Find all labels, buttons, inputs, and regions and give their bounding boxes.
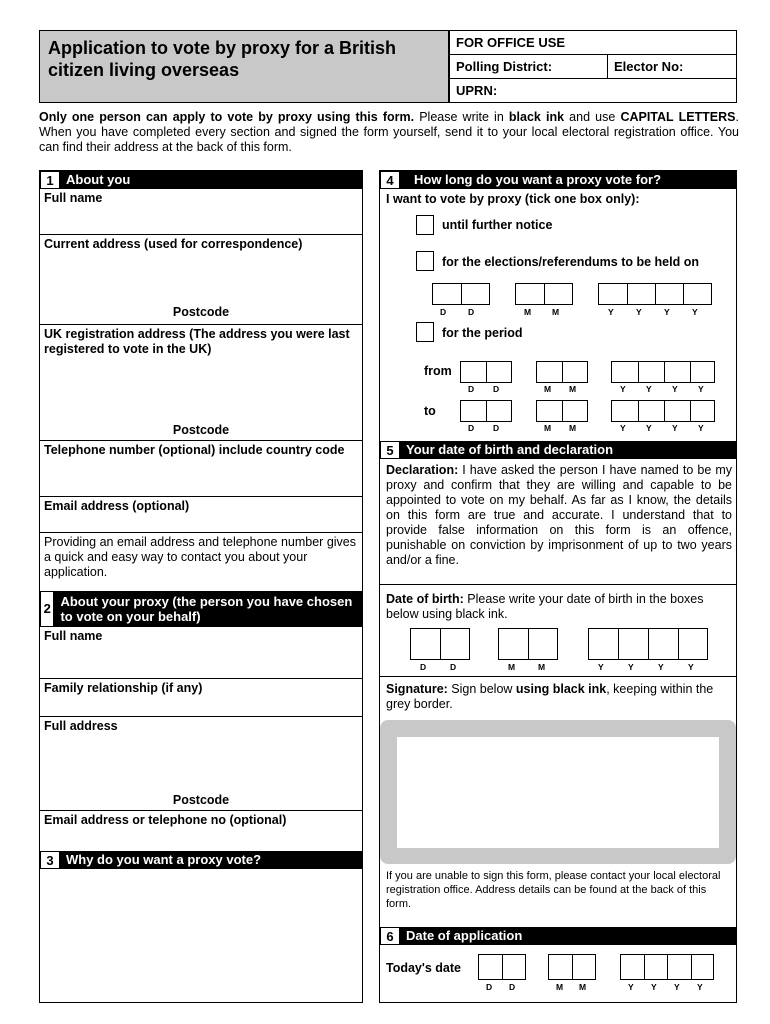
to-month-input[interactable] [536, 400, 588, 422]
date-label-m: M [579, 982, 587, 992]
date-label-y: Y [608, 307, 614, 317]
until-further-notice-label: until further notice [442, 218, 553, 232]
signature-border [380, 720, 736, 864]
signature-text-2: , keeping within the grey border. [386, 682, 714, 711]
date-label-d: D [486, 982, 493, 992]
office-use-row [450, 55, 736, 79]
email-label: Email address (optional) [44, 499, 190, 513]
signature-instructions [386, 682, 732, 712]
right-column [379, 170, 737, 1003]
date-label-y: Y [692, 307, 698, 317]
intro-bold-2: black ink [508, 110, 565, 124]
date-label-m: M [544, 423, 552, 433]
date-label-m: M [552, 307, 560, 317]
section-4-title: How long do you want a proxy vote for? [414, 172, 662, 187]
from-month-input[interactable] [536, 361, 588, 383]
uk-registration-address-field[interactable] [40, 325, 362, 441]
intro-text [39, 110, 739, 155]
relationship-label: Family relationship (if any) [44, 681, 203, 695]
date-label-y: Y [698, 384, 704, 394]
elections-day-input[interactable] [432, 283, 490, 305]
left-column [39, 170, 363, 1003]
divider [380, 584, 736, 585]
date-label-y: Y [651, 982, 657, 992]
section-6-number: 6 [380, 927, 400, 945]
specific-elections-checkbox[interactable] [416, 251, 434, 271]
date-label-d: D [450, 662, 457, 672]
intro-text-2: and use [564, 110, 621, 124]
section-4-header [380, 171, 736, 189]
uprn-label: UPRN: [456, 83, 498, 98]
declaration-label: Declaration: [386, 463, 459, 477]
to-label: to [424, 404, 436, 418]
telephone-label: Telephone number (optional) include country code [44, 443, 345, 457]
section-1-number: 1 [40, 171, 60, 189]
elector-no-label: Elector No: [607, 55, 683, 78]
section-3-number: 3 [40, 851, 60, 869]
to-day-input[interactable] [460, 400, 512, 422]
date-label-d: D [420, 662, 427, 672]
period-label: for the period [442, 326, 523, 340]
date-label-m: M [508, 662, 516, 672]
elections-year-input[interactable] [598, 283, 712, 305]
date-label-m: M [538, 662, 546, 672]
intro-bold-1: Only one person can apply to vote by proxy using this form. [39, 110, 415, 124]
section-3-header [40, 851, 362, 869]
date-label-y: Y [697, 982, 703, 992]
section-2-title: About your proxy (the person you have chosen to vote on your behalf) [60, 594, 353, 624]
your-full-name-label: Full name [44, 191, 103, 205]
uk-postcode-label: Postcode [172, 423, 230, 437]
intro-bold-3: CAPITAL LETTERS [620, 110, 736, 124]
declaration-body: I have asked the person I have named to be my proxy and confirm that they are willing and capable to be appointed to vote on my behalf. As far as I know, the details on this form are true and accurate. I understand that to provide false information on this form is an offence, punishable on conviction by imprisonment of up to two years and/or a fine. [386, 463, 732, 567]
date-label-y: Y [646, 423, 652, 433]
proxy-contact-field[interactable] [40, 811, 362, 851]
proxy-full-name-label: Full name [44, 629, 103, 643]
date-label-d: D [468, 307, 475, 317]
date-label-y: Y [658, 662, 664, 672]
proxy-address-label: Full address [44, 719, 118, 733]
divider [380, 676, 736, 677]
dob-label: Date of birth: [386, 592, 464, 606]
uk-registration-address-label: UK registration address (The address you were last registered to vote in the UK) [44, 327, 350, 356]
date-label-y: Y [698, 423, 704, 433]
proxy-address-field[interactable] [40, 717, 362, 811]
dob-month-input[interactable] [498, 628, 558, 660]
email-note: Providing an email address and telephone number gives a quick and easy way to contact you about your application. [44, 535, 356, 579]
date-label-y: Y [664, 307, 670, 317]
todays-date-label: Today's date [386, 961, 461, 975]
office-use-heading: FOR OFFICE USE [450, 31, 736, 55]
section-6-header [380, 927, 736, 945]
proxy-contact-label: Email address or telephone no (optional) [44, 813, 287, 827]
email-field[interactable] [40, 497, 362, 533]
date-label-y: Y [620, 423, 626, 433]
date-label-d: D [468, 384, 475, 394]
current-postcode-label: Postcode [172, 305, 230, 319]
dob-year-input[interactable] [588, 628, 708, 660]
section-3-title: Why do you want a proxy vote? [66, 852, 262, 867]
date-label-y: Y [674, 982, 680, 992]
dob-day-input[interactable] [410, 628, 470, 660]
reason-field[interactable] [40, 869, 362, 1002]
date-label-m: M [524, 307, 532, 317]
telephone-field[interactable] [40, 441, 362, 497]
today-day-input[interactable] [478, 954, 526, 980]
section-5-number: 5 [380, 441, 400, 459]
date-label-y: Y [628, 662, 634, 672]
polling-district-label: Polling District: [456, 59, 553, 74]
section-6-title: Date of application [406, 928, 523, 943]
signature-bold: using black ink [515, 682, 607, 696]
current-address-field[interactable] [40, 235, 362, 325]
section-2-number: 2 [40, 591, 54, 627]
date-label-m: M [556, 982, 564, 992]
date-label-y: Y [672, 384, 678, 394]
proxy-postcode-label: Postcode [172, 793, 230, 807]
signature-label: Signature: [386, 682, 448, 696]
section-4-number: 4 [380, 171, 400, 189]
form-title: Application to vote by proxy for a British citizen living overseas [39, 30, 449, 103]
date-label-d: D [493, 423, 500, 433]
section-5-header [380, 441, 736, 459]
section-1-title: About you [66, 172, 131, 187]
today-month-input[interactable] [548, 954, 596, 980]
section-1-header [40, 171, 362, 189]
specific-elections-label: for the elections/referendums to be held on [442, 255, 699, 269]
proxy-duration-instruction: I want to vote by proxy (tick one box only): [386, 192, 640, 206]
date-label-d: D [509, 982, 516, 992]
date-label-y: Y [646, 384, 652, 394]
date-label-d: D [440, 307, 447, 317]
proxy-full-name-field[interactable] [40, 627, 362, 679]
from-year-input[interactable] [611, 361, 715, 383]
date-label-m: M [569, 384, 577, 394]
date-label-y: Y [620, 384, 626, 394]
elections-month-input[interactable] [515, 283, 573, 305]
date-label-y: Y [672, 423, 678, 433]
your-full-name-field[interactable] [40, 189, 362, 235]
section-5-title: Your date of birth and declaration [406, 442, 614, 457]
date-label-d: D [468, 423, 475, 433]
relationship-field[interactable] [40, 679, 362, 717]
signature-area[interactable] [397, 737, 719, 848]
intro-text-3: . When you have completed every section and signed the form yourself, send it to your local electoral registration office. You can find their address at the back of this form. [39, 110, 739, 154]
date-label-y: Y [636, 307, 642, 317]
section-2-header [40, 591, 362, 627]
dob-text [386, 592, 732, 622]
intro-text-1: Please write in [414, 110, 509, 124]
office-use-box [449, 30, 737, 103]
date-label-d: D [493, 384, 500, 394]
signature-text-1: Sign below [447, 682, 516, 696]
date-label-m: M [544, 384, 552, 394]
period-checkbox[interactable] [416, 322, 434, 342]
date-label-y: Y [688, 662, 694, 672]
date-label-m: M [569, 423, 577, 433]
from-label: from [424, 364, 452, 378]
unable-to-sign-note: If you are unable to sign this form, please contact your local electoral registration office. Address details can be found at the back of this form. [386, 870, 721, 910]
to-year-input[interactable] [611, 400, 715, 422]
declaration-text [386, 463, 732, 568]
today-year-input[interactable] [620, 954, 714, 980]
date-label-y: Y [598, 662, 604, 672]
until-further-notice-checkbox[interactable] [416, 215, 434, 235]
date-label-y: Y [628, 982, 634, 992]
dob-body: Please write your date of birth in the boxes below using black ink. [386, 592, 704, 621]
from-day-input[interactable] [460, 361, 512, 383]
current-address-label: Current address (used for correspondence) [44, 237, 303, 251]
